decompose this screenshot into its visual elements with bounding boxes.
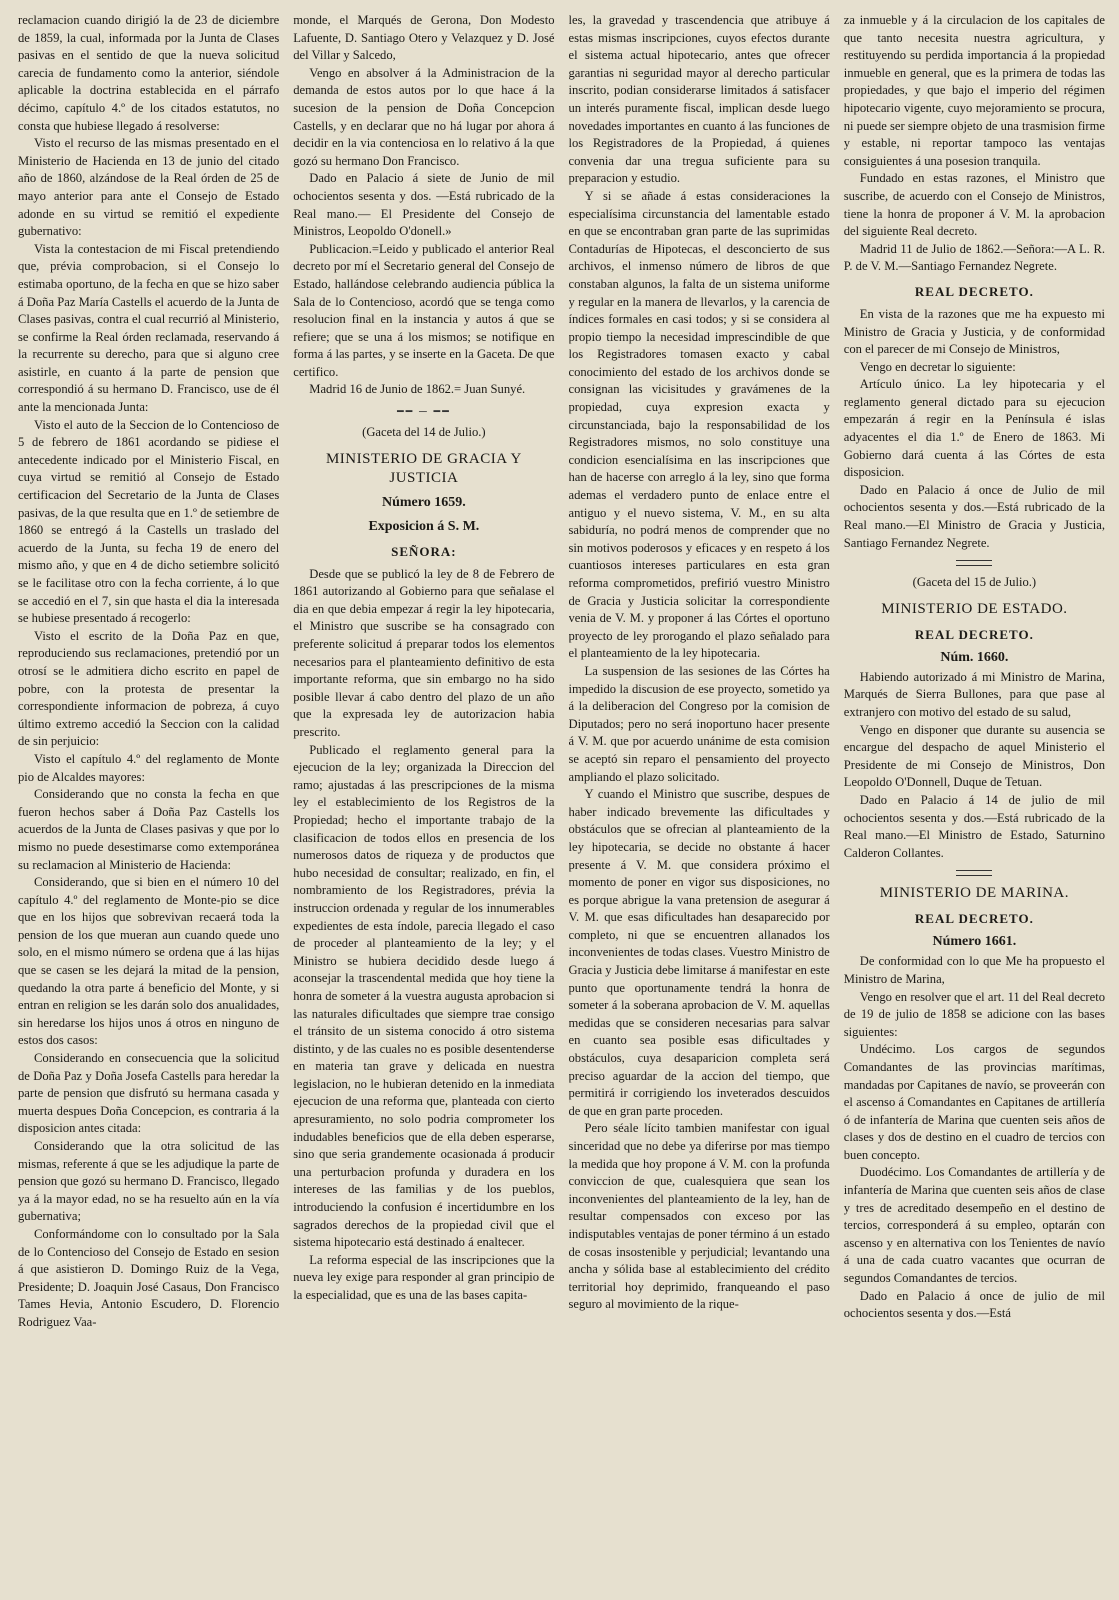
paragraph: Artículo único. La ley hipotecaria y el reglamento general dictado para su ejecucion empezarán á regir en la Península é islas adyacentes el dia 1.º de Enero de 1863. Mi Gobierno dará cuenta á las Córtes de esta disposicion. bbox=[843, 377, 1105, 480]
paragraph: Vengo en decretar lo siguiente: bbox=[859, 359, 1016, 374]
column-4 bbox=[844, 12, 1105, 1600]
paragraph: reclamacion cuando dirigió la de 23 de diciembre de 1859, la cual, informada por la Junta de Clases pasivas en el sentido de que la nueva solicitud carecia de fundamento como la anterior, siéndole aplicable la doctrina establecida en el párrafo décimo, capítulo 4.º de los citados estatutos, no consta que hubiese llegado á resolverse: bbox=[18, 13, 280, 133]
paragraph: Considerando, que si bien en el número 10 del capítulo 4.º del reglamento de Monte-pio se dice que en los hijos que sobrevivan recaerá toda la pension de los que mueran aun cuando quede uno solo, en el mismo número se ordena que á las hijas que se casen se les dejará la mitad de la pension, quedando la otra parte á beneficio del Monte, y si entran en religion se les darán solo dos anualidades, sin heredarse los hijos unos á otros en ninguno de estos dos casos: bbox=[18, 875, 280, 1048]
ministry-heading: MINISTERIO DE ESTADO. bbox=[881, 600, 1068, 617]
paragraph: Visto el escrito de la Doña Paz en que, reproduciendo sus reclamaciones, pretendió por un otrosí se le admitiera dicho escrito en papel de pobre, con la protesta de presentar la correspondiente informacion de pobreza, á cuyo último extremo accedió la Seccion con la calidad de sin perjuicio: bbox=[18, 628, 280, 749]
paragraph: monde, el Marqués de Gerona, Don Modesto Lafuente, D. Santiago Otero y Velazquez y D. José del Villar y Salcedo, bbox=[293, 13, 555, 63]
paragraph: Vengo en disponer que durante su ausencia se encargue del despacho de aquel Ministerio el Presidente de mi Consejo de Ministros, Don Leopoldo O'Donnell, Duque de Tetuan. bbox=[843, 722, 1105, 790]
dateline: Madrid 16 de Junio de 1862.= Juan Sunyé. bbox=[309, 382, 526, 397]
paragraph: Habiendo autorizado á mi Ministro de Marina, Marqués de Sierra Bullones, para que pase al extranjero con motivo del estado de su salud, bbox=[843, 669, 1105, 719]
paragraph: De conformidad con lo que Me ha propuesto el Ministro de Marina, bbox=[843, 954, 1105, 986]
paragraph: Visto el auto de la Seccion de lo Contencioso de 5 de febrero de 1861 acordando se pidiese el antecedente indicado por el Ministerio Fiscal, en cuya virtud se remitió al Consejo de Estado certificacion del Secretario de la Junta de Clases pasivas, de la que resulta que en 1.º de setiembre de 1860 se entregó á la Castells un traslado del acuerdo de la Junta, su fecha 19 de enero del mismo año, y que en 4 de dicho setiembre solicitó se le facilitase otro con la fecha corriente, á lo que se accedió en el 7, sin que hasta el dia la interesada se hubiese presentado á recogerlo: bbox=[18, 417, 280, 626]
document-number: Núm. 1660. bbox=[940, 649, 1009, 665]
paragraph: Y cuando el Ministro que suscribe, despues de haber indicado brevemente las dificultades y obstáculos que se ofrecian al planteamiento de la ley hipotecaria, se decide no obstante á hacer presente á V. M. que considera próximo el momento de poner en vigor sus disposiciones, no es porque abrigue la vana pretension de asegurar á V. M. que esas dificultades han desaparecido por completo, ni que se encuentren allanados los inconvenientes de todas clases. Vuestro Ministro de Gracia y Justicia debe limitarse á manifestar en este punto que oportunamente tendrá la honra de someter á la soberana aprobacion de V. M. aquellas medidas que se consideren necesarias para salvar en cuanto sea posible esas dificultades y obstáculos, cuya desaparicion completa será preciso aguardar de la accion del tiempo, que permitirá ir corrigiendo los inveterados descuidos de que en gran parte proceden. bbox=[568, 787, 830, 1118]
column-2 bbox=[293, 12, 554, 1600]
gazette-date: (Gaceta del 14 de Julio.) bbox=[362, 425, 486, 440]
decree-heading: REAL DECRETO. bbox=[914, 626, 1034, 642]
paragraph: Dado en Palacio á once de Julio de mil ochocientos sesenta y dos.—Está rubricado de la Real mano.—El Ministro de Gracia y Justicia, Santiago Fernandez Negrete. bbox=[843, 482, 1105, 550]
paragraph: Visto el recurso de las mismas presentado en el Ministerio de Hacienda en 13 de junio del citado año de 1860, alzándose de la Real órden de 25 de mayo anterior para ante el Consejo de Estado adonde en su virtud se remitió el expediente gubernativo: bbox=[18, 136, 280, 239]
paragraph: Y si se añade á estas consideraciones la especialísima circunstancia del lamentable estado en que se encontraban gran parte de las suprimidas Contadurías de Hipotecas, el desconcierto de sus archivos, el inmenso número de libros de que constaban algunos, la falta de un sistema uniforme y regular en la manera de llevarlos, y la carencia de índices formales en casi todos; y si se considera al propio tiempo la necesidad imprescindible de que los Registradores tomasen exacto y cabal conocimiento del estado de los archivos donde se consignan las vicisitudes y gravámenes de la propiedad, cuya expresion exacta y circunstanciada, bajo la responsabilidad de los Registradores mismos, no solo constituye una condicion esencialísima en las inscripciones que han de hacerse con arreglo á la ley, sino que forma ademas el verdadero punto de enlace entre el antiguo y el nuevo sistema, V. M., en su alta sabiduría, no podrá menos de comprender que no sin motivos poderosos y eficaces y en respeto á los cuantiosos intereses particulares en esta gran reforma comprometidos, prefirió vuestro Ministro de Gracia y Justicia solicitar la correspondiente venia de V. M. y proponer á las Córtes el oportuno proyecto de ley prorogando el plazo señalado para el planteamiento de la ley hipotecaria. bbox=[568, 188, 830, 661]
paragraph: za inmueble y á la circulacion de los capitales de que tanto necesita nuestra agricultura, y restituyendo su perdida importancia á la propiedad inmueble en general, que es la primera de todas las propiedades, y que bajo el imperio del régimen hipotecario vigente, cuyo mejoramiento se procura, ni puede ser siempre objeto de una trasmision firme y estable, ni reportar tampoco las ventajas consiguientes á una posesion tranquila. bbox=[843, 13, 1105, 168]
paragraph: Considerando que la otra solicitud de las mismas, referente á que se les adjudique la parte de pension que gozó su hermano D. Francisco, llegado ya á la mayor edad, no se ha resuelto aún en la vía gubernativa; bbox=[18, 1139, 280, 1224]
paragraph: Considerando en consecuencia que la solicitud de Doña Paz y Doña Josefa Castells para heredar la parte de pension que disfrutó su hermana casada y muerta despues Doña Concepcion, es contraria á la disposicion antes citada: bbox=[18, 1051, 280, 1136]
paragraph: Fundado en estas razones, el Ministro que suscribe, de acuerdo con el Consejo de Ministros, tiene la honra de proponer á V. M. la aprobacion del siguiente Real decreto. bbox=[843, 171, 1105, 239]
decree-heading: REAL DECRETO. bbox=[914, 911, 1034, 927]
ministry-heading: MINISTERIO DE MARINA. bbox=[879, 885, 1069, 902]
column-3 bbox=[569, 12, 830, 1600]
paragraph: Vista la contestacion de mi Fiscal pretendiendo que, prévia comprobacion, si el Consejo lo estimaba oportuno, de la fecha en que se hizo saber á Doña Paz María Castells el acuerdo de la Junta de Clases pasivas, contra el cual recurrió al Ministerio, se confirme la Real órden reclamada, reservando á la recurrente su derecho, para que si alguno cree asistirle, en cuanto á la parte de pension que correspondió á su hermano D. Francisco, use de él ante la mencionada Junta: bbox=[18, 241, 280, 415]
decree-heading: REAL DECRETO. bbox=[914, 283, 1034, 299]
paragraph: Visto el capítulo 4.º del reglamento de Monte pio de Alcaldes mayores: bbox=[18, 751, 280, 784]
gazette-date: (Gaceta del 15 de Julio.) bbox=[912, 575, 1037, 590]
ministry-heading: MINISTERIO DE GRACIA Y JUSTICIA bbox=[325, 450, 522, 486]
paragraph: Conformándome con lo consultado por la Sala de lo Contencioso del Consejo de Estado en sesion á que asistieron D. Domingo Ruiz de la Vega, Presidente; D. Joaquin José Casaus, Don Francisco Tames Hevia, Antonio Escudero, D. Florencio Rodriguez Vaa- bbox=[18, 1226, 280, 1329]
paragraph: La reforma especial de las inscripciones que la nueva ley exige para responder al gran principio de la especialidad, que es una de las bases capita- bbox=[293, 1252, 555, 1302]
document-number: Número 1661. bbox=[932, 934, 1017, 950]
paragraph: Vengo en resolver que el art. 11 del Real decreto de 19 de julio de 1858 se adicione con las bases siguientes: bbox=[843, 989, 1105, 1039]
salutation: SEÑORA: bbox=[391, 543, 457, 559]
separator-rule bbox=[956, 560, 992, 566]
paragraph: Publicado el reglamento general para la ejecucion de la ley; organizada la Direccion del ramo; ajustadas á las prescripciones de la misma ley el establecimiento de los Registros de la Propiedad; hecho el importante trabajo de la clasificacion de todos ellos en presencia de los numerosos datos de riqueza y de productos que hubo necesidad de consultar; realizado, en fin, el nombramiento de los Registradores, prévia la instruccion ordenada y regular de los innumerables expedientes de esta índole, parecia llegado el caso de proceder al planteamiento de la ley; y el Ministro se hubiera decidido desde luego á aconsejar la trascendental medida que hoy tiene la honra de someter á la vuestra augusta aprobacion si las naturales dificultades que siempre trae consigo el tránsito de un sistema conocido á otro sistema distinto, y de las cuales no es posible desentenderse en materia tan grave y delicada en nuestra legislacion, no le hubieran detenido en la inmediata ejecucion de una reforma que, planteada con cierto apresuramiento, no solo podria comprometer los indudables beneficios que de ella deben esperarse, sino que seria grandemente ocasionada á producir una perturbacion profunda y duradera en los intereses de las familias y de los pueblos, introduciendo la confusion é incertidumbre en los sagrados derechos de la propiedad civil que el sistema hipotecario está destinado á enaltecer. bbox=[293, 742, 555, 1250]
paragraph: Dado en Palacio á once de julio de mil ochocientos sesenta y dos.—Está bbox=[843, 1288, 1105, 1321]
paragraph: Publicacion.=Leido y publicado el anterior Real decreto por mí el Secretario general del Consejo de Estado, hallándose celebrando audiencia pública la Sala de lo Contencioso, acordó que se tenga como resolucion final en la instancia y autos á que se refiere; que se una á los mismos; se notifique en forma á las partes, y se inserte en la Gaceta. De que certifico. bbox=[293, 241, 555, 379]
column-1 bbox=[18, 12, 279, 1600]
paragraph: Undécimo. Los cargos de segundos Comandantes de las provincias marítimas, mandadas por Capitanes de navío, se proveerán con el ascenso á Comandantes en Capitanes de artillería ó de infantería de Marina que cuenten seis años de clases y dos de destino en el cuadro de tercios con buen concepto. bbox=[843, 1042, 1105, 1162]
separator-rule bbox=[956, 870, 992, 876]
paragraph: Pero séale lícito tambien manifestar con igual sinceridad que no debe ya diferirse por mas tiempo la medida que hoy propone á V. M. con la profunda conviccion de que, cualesquiera que sean los inconvenientes del planteamiento de la ley, han de resultar compensados con exceso por las indisputables ventajas de poner término á un estado de cosas insostenible y perjudicial; levantando una ancha y sólida base al establecimiento del crédito territorial hoy deprimido, franqueando el paso seguro al movimiento de la rique- bbox=[568, 1121, 830, 1312]
paragraph: En vista de la razones que me ha expuesto mi Ministro de Gracia y Justicia, y de conformidad con el parecer de mi Consejo de Ministros, bbox=[843, 306, 1105, 357]
paragraph: Vengo en absolver á la Administracion de la demanda de estos autos por lo que hace á la sucesion de la pension de Doña Concepcion Castells, y en declarar que no há lugar por ahora á decidir en la via contenciosa en lo relativo á la que gozó su hermano Don Francisco. bbox=[293, 65, 555, 168]
separator-ornament: ━━ ─ ━━ bbox=[396, 406, 451, 419]
paragraph: Dado en Palacio á siete de Junio de mil ochocientos sesenta y dos. —Está rubricado de la Real mano.— El Presidente del Consejo de Ministros, Leopoldo O'donell.» bbox=[293, 171, 555, 239]
paragraph: Dado en Palacio á 14 de julio de mil ochocientos sesenta y dos.—Está rubricado de la Real mano.—El Ministro de Estado, Saturnino Calderon Collantes. bbox=[843, 792, 1105, 860]
document-number: Número 1659. bbox=[382, 494, 466, 510]
paragraph: Considerando que no consta la fecha en que fueron hechos saber á Doña Paz Castells los acuerdos de la Junta de Clases pasivas y que por lo mismo no puede desestimarse como extemporánea su reclamacion al Ministerio de Hacienda: bbox=[18, 787, 280, 872]
paragraph: La suspension de las sesiones de las Córtes ha impedido la discusion de ese proyecto, sometido ya á la deliberacion del Congreso por la comision de Diputados; pero no será inoportuno hacer presente á V. M. que por acuerdo unánime de esta comision se aceptó sin reparo el pensamiento del proyecto ampliando el plazo solicitado. bbox=[568, 663, 830, 784]
paragraph: Desde que se publicó la ley de 8 de Febrero de 1861 autorizando al Gobierno para que señalase el dia en que debia empezar á regir la ley hipotecaria, el Ministro que suscribe se ha consagrado con preferente solicitud á preparar todos los elementos necesarios para el planteamiento definitivo de esta importante reforma, que sin embargo no ha sido posible llevar á cabo dentro del plazo de un año que la expresada ley de autorizacion habia prescrito. bbox=[293, 566, 555, 739]
paragraph: Madrid 11 de Julio de 1862.—Señora:—A L. R. P. de V. M.—Santiago Fernandez Negrete. bbox=[843, 241, 1105, 274]
document-subtitle: Exposicion á S. M. bbox=[368, 518, 480, 534]
paragraph: les, la gravedad y trascendencia que atribuye á estas mismas inscripciones, cuyos efectos durante el sistema actual hipotecario, antes que ofrecer garantias ni seguridad mayor al derecho particular inscrito, podian considerarse limitados á satisfacer un interés puramente fiscal, implican desde luego novedades importantes en cuanto á las funciones de los Registradores de la Propiedad, á quienes convenia dar una tregua suficiente para su preparacion y estudio. bbox=[568, 13, 830, 186]
paragraph: Duodécimo. Los Comandantes de artillería y de infantería de Marina que cuenten seis años de clase y tres de acreditado desempeño en el destino de tercios, corresponderá á su empleo, optarán con ascenso y en alternativa con los Tenientes de navío á una de cada cuatro vacantes que ocurran de segundos Comandantes de tercios. bbox=[843, 1165, 1105, 1286]
